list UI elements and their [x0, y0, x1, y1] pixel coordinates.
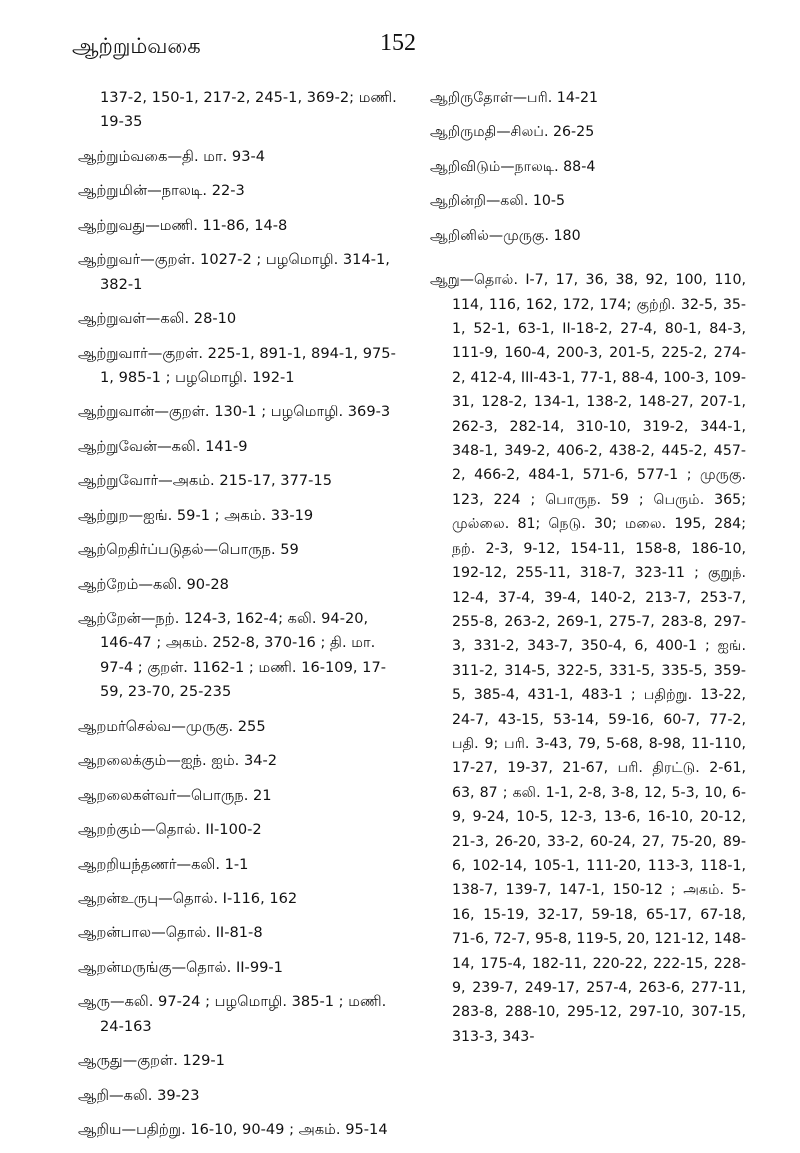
index-entry: ஆற்றெதிர்ப்படுதல்—பொருந. 59: [78, 541, 299, 559]
index-entry: ஆறினில்—முருகு. 180: [430, 227, 581, 244]
index-entry: ஆற்றுவது—மணி. 11-86, 14-8: [78, 216, 288, 234]
index-entry: ஆறலைக்கும்—ஐந். ஐம். 34-2: [78, 752, 278, 770]
index-entry: ஆறிவிடும்—நாலடி. 88-4: [430, 158, 596, 175]
index-entry: ஆற்றுவள்—கலி. 28-10: [78, 310, 237, 328]
left-column: [78, 86, 400, 1153]
index-entry: 137-2, 150-1, 217-2, 245-1, 369-2; மணி. 19-35: [100, 89, 397, 131]
index-entry: ஆறின்றி—கலி. 10-5: [430, 193, 566, 210]
index-entry: ஆறி—கலி. 39-23: [78, 1086, 200, 1104]
index-entry: ஆறறியந்தணர்—கலி. 1-1: [78, 855, 249, 873]
index-entry: ஆற்றுவோர்—அகம். 215-17, 377-15: [78, 472, 332, 490]
index-entry: ஆறிய—பதிற்று. 16-10, 90-49 ; அகம். 95-14: [78, 1121, 388, 1139]
index-entry: ஆறன்பால—தொல். II-81-8: [78, 924, 263, 942]
index-entry: ஆற்றுவர்—குறள். 1027-2 ; பழமொழி. 314-1, 382-1: [78, 251, 390, 293]
running-head: ஆற்றும்வகை: [72, 34, 201, 58]
index-entry: ஆறமர்செல்வ—முருகு. 255: [78, 717, 266, 735]
index-entry: ஆரு—கலி. 97-24 ; பழமொழி. 385-1 ; மணி. 24-163: [78, 993, 387, 1035]
index-entry: ஆற்றுமின்—நாலடி. 22-3: [78, 182, 245, 200]
index-entry: ஆற்றுவேன்—கலி. 141-9: [78, 437, 248, 455]
index-entry: ஆறன்உருபு—தொல். I-116, 162: [78, 889, 298, 907]
page-number: 152: [380, 30, 416, 56]
index-entry: ஆறலைகள்வர்—பொருந. 21: [78, 786, 272, 804]
index-entry: ஆற்றேன்—நற். 124-3, 162-4; கலி. 94-20, 146-47 ; அகம். 252-8, 370-16 ; தி. மா. 97-4 ; குறள். 1162-1 ; மணி. 16-109, 17-59, 23-70, 25-235: [78, 610, 386, 701]
index-entry: ஆறிருமதி—சிலப். 26-25: [430, 124, 595, 141]
index-entry: ஆற்றும்வகை—தி. மா. 93-4: [78, 147, 266, 165]
right-column: [430, 86, 746, 1049]
index-entry: ஆருது—குறள். 129-1: [78, 1052, 225, 1070]
index-entry: ஆறற்கும்—தொல். II-100-2: [78, 821, 262, 839]
index-entry-aaru: ஆறு—தொல். I-7, 17, 36, 38, 92, 100, 110, 114, 116, 162, 172, 174; குற்றி. 32-5, 35-1, 52-1, 63-1, II-18-2, 27-4, 80-1, 84-3, 111-9, 160-4, 200-3, 201-5, 225-2, 274-2, 412-4, III-43-1, 77-1, 88-4, 100-3, 109-31, 128-2, 134-1, 138-2, 148-27, 207-1, 262-3, 282-14, 310-10, 319-2, 344-1, 348-1, 349-2, 406-2, 438-2, 445-2, 457-2, 466-2, 484-1, 571-6, 577-1 ; முருகு. 123, 224 ; பொருந. 59 ; பெரும். 365; முல்லை. 81; நெடு. 30; மலை. 195, 284; நற். 2-3, 9-12, 154-11, 158-8, 186-10, 192-12, 255-11, 318-7, 323-11 ; குறுந். 12-4, 37-4, 39-4, 140-2, 213-7, 253-7, 255-8, 263-2, 269-1, 275-7, 283-8, 297-3, 331-2, 343-7, 350-4, 6, 400-1 ; ஐங். 311-2, 314-5, 322-5, 331-5, 335-5, 359-5, 385-4, 431-1, 483-1 ; பதிற்று. 13-22, 24-7, 43-15, 53-14, 59-16, 60-7, 77-2, பதி. 9; பரி. 3-43, 79, 5-68, 8-98, 11-110, 17-27, 19-37, 21-67, பரி. திரட்டு. 2-61, 63, 87 ; கலி. 1-1, 2-8, 3-8, 12, 5-3, 10, 6-9, 9-24, 10-5, 12-3, 13-6, 16-10, 20-12, 21-3, 26-20, 33-2, 60-24, 27, 75-20, 89-6, 102-14, 105-1, 111-20, 113-3, 118-1, 138-7, 139-7, 147-1, 150-12 ; அகம். 5-16, 15-19, 32-17, 59-18, 65-17, 67-18, 71-6, 72-7, 95-8, 119-5, 20, 121-12, 148-14, 175-4, 182-11, 220-22, 222-15, 228-9, 239-7, 249-17, 257-4, 263-6, 277-11, 283-8, 288-10, 295-12, 297-10, 307-15, 313-3, 343-: [430, 272, 746, 1045]
index-entry: ஆற்றுற—ஐங். 59-1 ; அகம். 33-19: [78, 506, 314, 524]
index-entry: ஆற்றுவார்—குறள். 225-1, 891-1, 894-1, 975-1, 985-1 ; பழமொழி. 192-1: [78, 344, 396, 386]
index-entry: ஆறன்மருங்கு—தொல். II-99-1: [78, 958, 283, 976]
index-entry: ஆற்றேம்—கலி. 90-28: [78, 575, 229, 593]
index-entry: ஆறிருதோள்—பரி. 14-21: [430, 90, 599, 106]
index-entry: ஆற்றுவான்—குறள். 130-1 ; பழமொழி. 369-3: [78, 403, 391, 421]
